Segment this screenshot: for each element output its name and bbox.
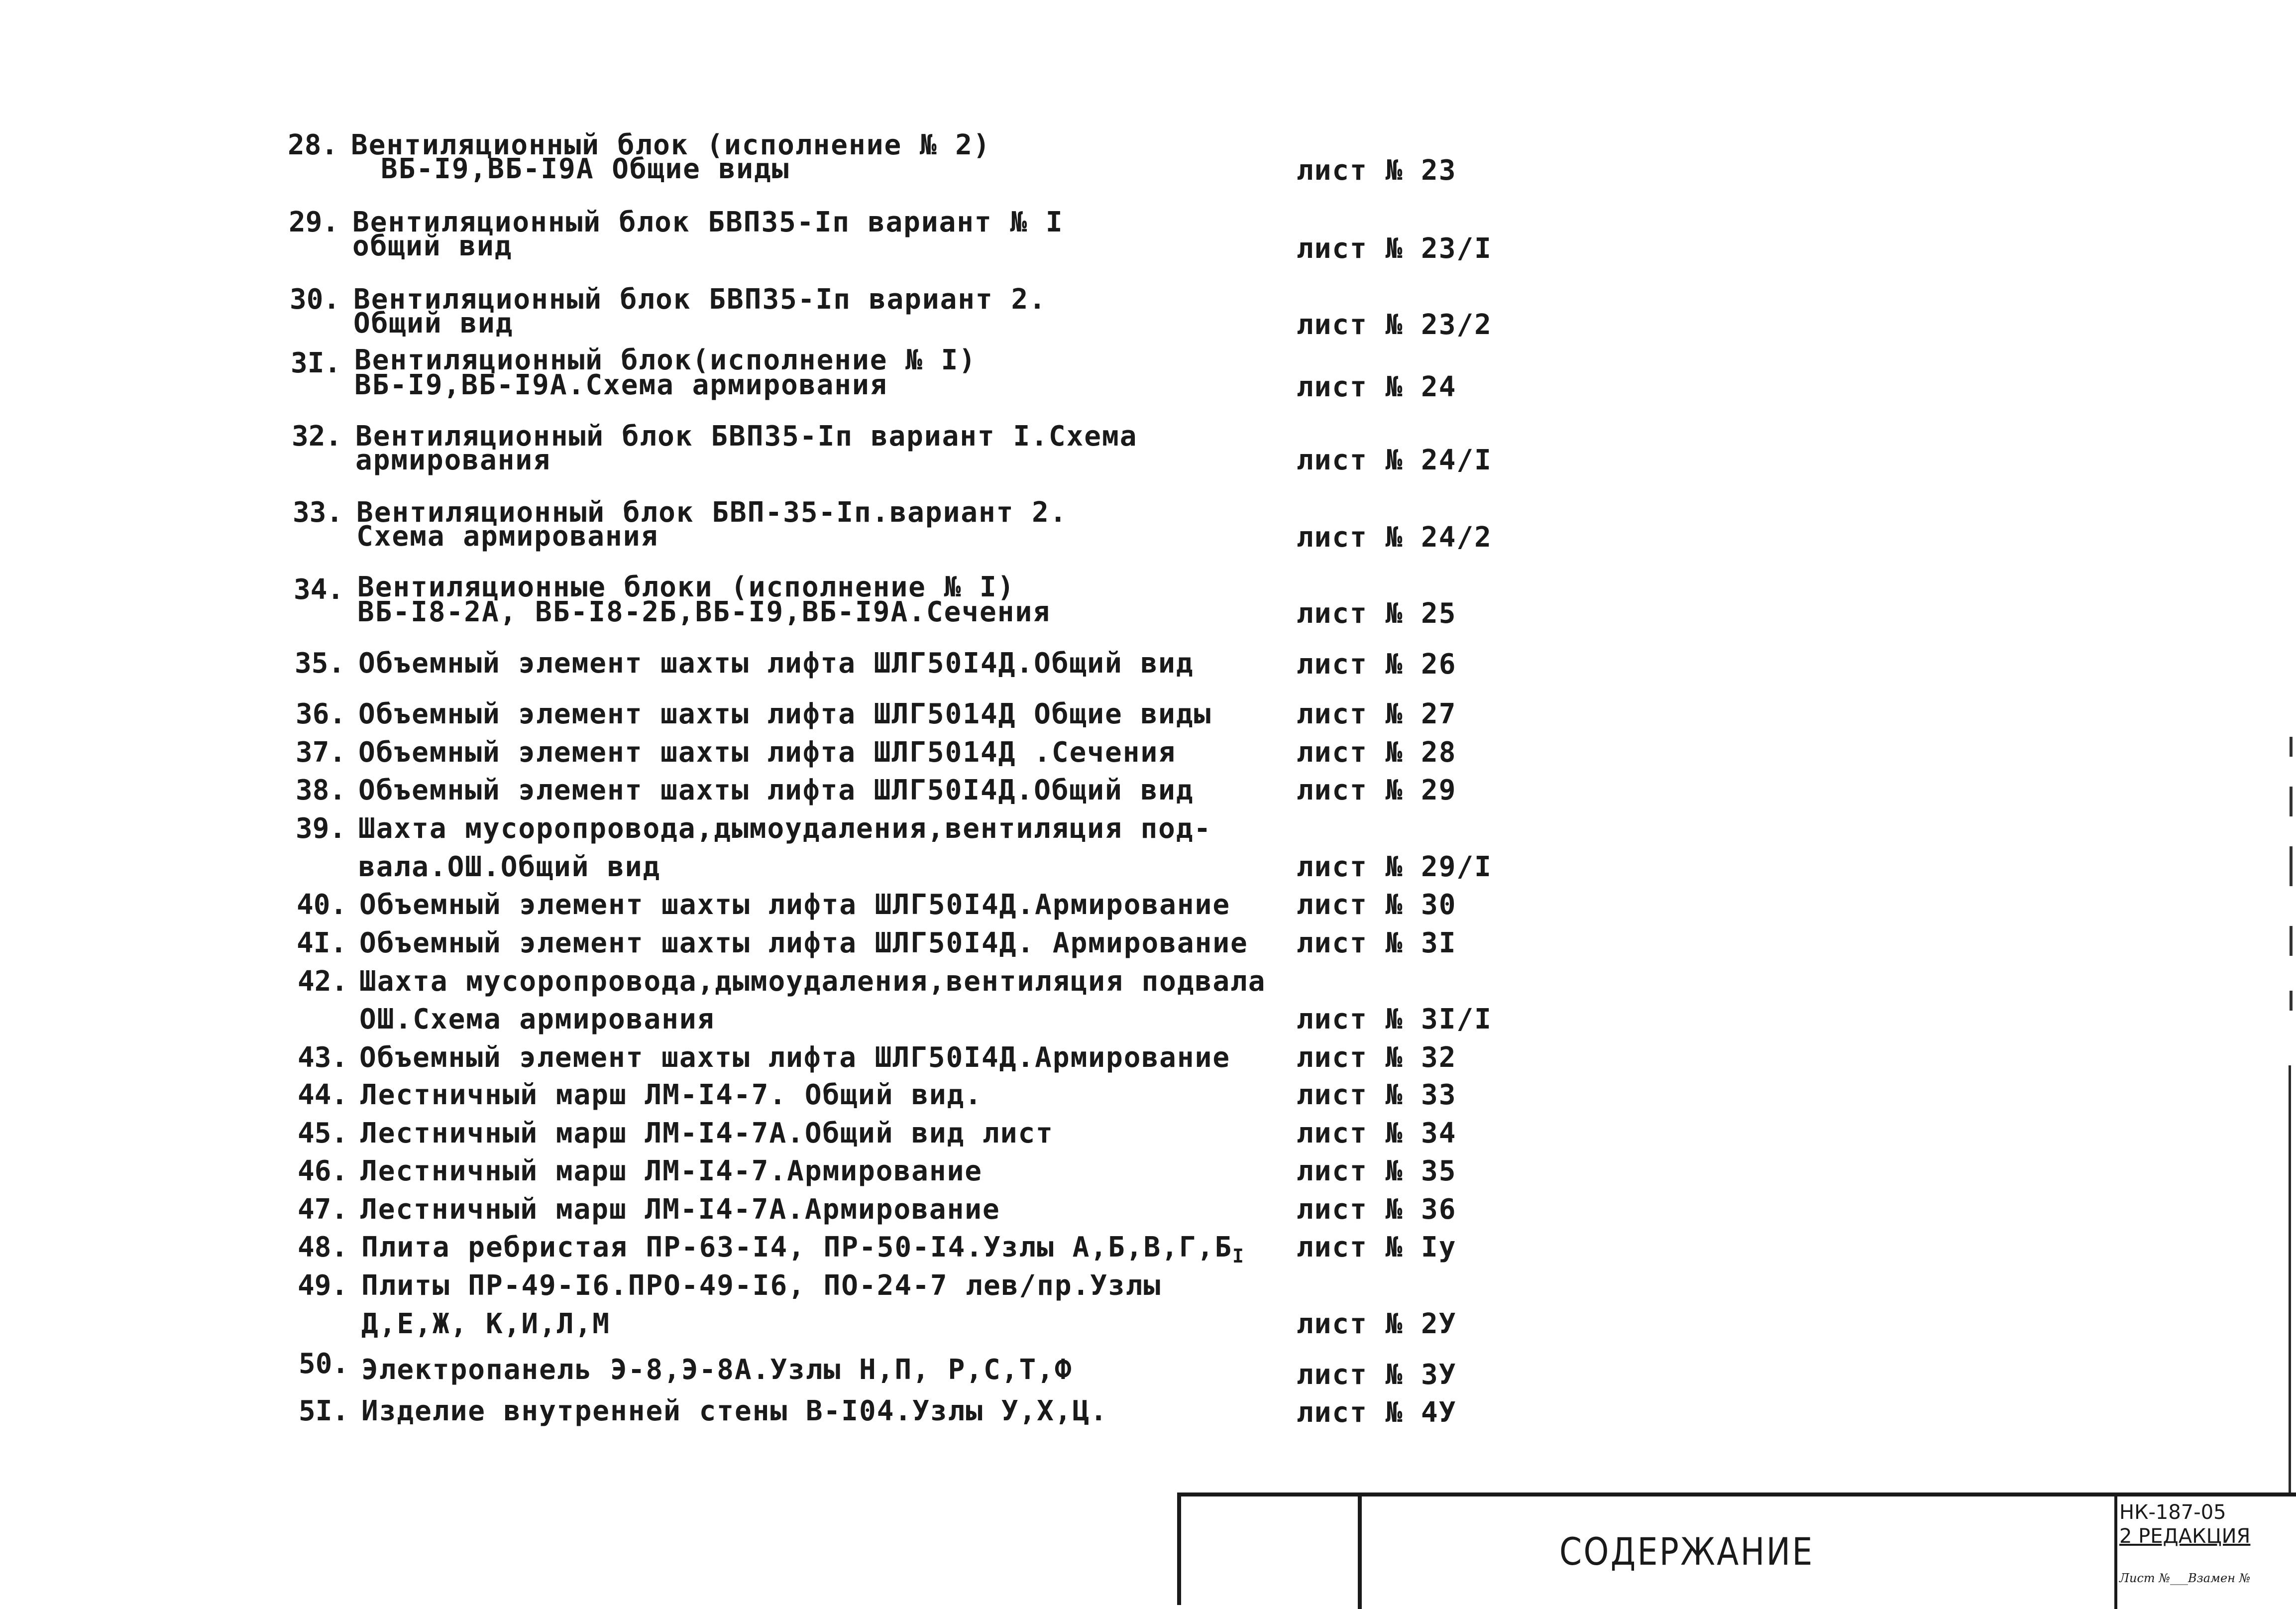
entry-title: Лестничный марш ЛМ-I4-7А.Армирование — [360, 1193, 1000, 1226]
binding-tick — [2290, 846, 2293, 886]
entry-number: 34. — [294, 574, 344, 606]
title-block — [1177, 1493, 2296, 1605]
entry-sheet: лист № 24/2 — [1297, 521, 1492, 554]
entry-number: 43. — [298, 1041, 348, 1074]
binding-tick — [2290, 991, 2293, 1011]
entry-number: 46. — [298, 1155, 348, 1187]
entry-sheet: лист № 29/I — [1297, 851, 1492, 883]
binding-tick — [2290, 787, 2293, 816]
document-code: НК-187-05 — [2119, 1501, 2226, 1524]
entry-title: Вентиляционный блок БВП35-Iп вариант I.Схема — [355, 420, 1138, 453]
entry-number: 39. — [296, 812, 346, 845]
entry-sheet: лист № 25 — [1297, 597, 1457, 630]
entry-sheet: лист № 23/I — [1297, 232, 1492, 265]
entry-title: Лестничный марш ЛМ-I4-7. Общий вид. — [360, 1079, 983, 1111]
entry-number: 35. — [295, 647, 345, 680]
entry-title: Плиты ПР-49-I6.ПРО-49-I6, ПО-24-7 лев/пр.Узлы — [361, 1269, 1162, 1302]
entry-sheet: лист № 23/2 — [1297, 309, 1492, 341]
entry-number: 36. — [296, 698, 346, 730]
entry-sheet: лист № 3I/I — [1297, 1003, 1492, 1035]
entry-title: Шахта мусоропровода,дымоудаления,вентиляция под- — [358, 812, 1212, 845]
entry-title: Объемный элемент шахты лифта ШЛГ50I4Д.Армирование — [359, 1041, 1231, 1074]
entry-number: 44. — [298, 1079, 348, 1111]
edition-label: 2 РЕДАКЦИЯ — [2119, 1525, 2251, 1548]
entry-sheet: лист № 32 — [1297, 1041, 1457, 1074]
entry-title — [361, 1233, 1245, 1271]
entry-title: ОШ.Схема армирования — [359, 1003, 715, 1035]
entry-sheet: лист № 36 — [1297, 1193, 1457, 1226]
entry-number: 37. — [296, 736, 346, 769]
entry-sheet: лист № 29 — [1297, 774, 1457, 806]
entry-title: Вентиляционный блок (исполнение № 2) — [351, 129, 991, 161]
entry-number: 40. — [297, 889, 347, 921]
entry-title: Вентиляционный блок БВП35-Iп вариант 2. — [353, 283, 1047, 316]
entry-number: 42. — [298, 965, 348, 998]
entry-number: 5I. — [299, 1395, 349, 1427]
entry-sheet: лист № 24 — [1297, 371, 1457, 403]
entry-number: 32. — [292, 420, 342, 453]
binding-tick — [2290, 926, 2293, 956]
entry-title: Вентиляционный блок БВП-35-Iп.вариант 2. — [356, 496, 1068, 529]
entry-title: Общий вид — [353, 307, 514, 340]
title-block-divider — [2114, 1496, 2117, 1609]
entry-sheet: лист № 35 — [1297, 1155, 1457, 1187]
entry-number: 4I. — [297, 927, 347, 959]
entry-number: 33. — [293, 496, 343, 529]
entry-title: Объемный элемент шахты лифта ШЛГ50I4Д.Армирование — [359, 889, 1231, 921]
title-block-divider — [1358, 1496, 1362, 1609]
entry-sheet: лист № 4У — [1297, 1396, 1457, 1429]
entry-title: Вентиляционные блоки (исполнение № I) — [357, 571, 1015, 603]
entry-title: Объемный элемент шахты лифта ШЛГ5014Д Общие виды — [358, 698, 1212, 730]
entry-sheet: лист № 33 — [1297, 1079, 1457, 1111]
entry-title: Лестничный марш ЛМ-I4-7А.Общий вид лист — [360, 1117, 1054, 1149]
entry-number: 45. — [298, 1117, 348, 1149]
entry-sheet: лист № 34 — [1297, 1117, 1457, 1149]
entry-number: 50. — [299, 1348, 349, 1380]
entry-title: Объемный элемент шахты лифта ШЛГ5014Д .Сечения — [358, 736, 1176, 769]
entry-sheet: лист № Iу — [1297, 1231, 1457, 1264]
entry-number: 49. — [298, 1269, 348, 1302]
entry-title: армирования — [355, 444, 551, 476]
entry-number: 28. — [288, 129, 338, 161]
entry-sheet: лист № 28 — [1297, 736, 1457, 769]
entry-title: Объемный элемент шахты лифта ШЛГ50I4Д. Армирование — [359, 927, 1248, 959]
entry-title: ВБ-I9,ВБ-I9А.Схема армирования — [354, 369, 888, 401]
entry-title: вала.ОШ.Общий вид — [358, 851, 661, 883]
entry-title-subscript: I — [1232, 1245, 1245, 1267]
entry-title: Лестничный марш ЛМ-I4-7.Армирование — [360, 1155, 983, 1187]
entry-sheet: лист № 30 — [1297, 889, 1457, 921]
entry-sheet: лист № 27 — [1297, 698, 1457, 730]
entry-title: Объемный элемент шахты лифта ШЛГ50I4Д.Общий вид — [358, 647, 1194, 680]
entry-number: 47. — [298, 1193, 348, 1226]
entry-sheet: лист № 3У — [1297, 1359, 1457, 1391]
document-title: СОДЕРЖАНИЕ — [1559, 1529, 1814, 1574]
entry-number: 48. — [298, 1231, 348, 1264]
entry-title: ВБ-I9,ВБ-I9А Общие виды — [381, 153, 790, 185]
binding-tick — [2290, 737, 2293, 757]
entry-title: Вентиляционный блок(исполнение № I) — [354, 344, 977, 376]
entry-title: Шахта мусоропровода,дымоудаления,вентиляция подвала — [359, 965, 1266, 998]
entry-title: ВБ-I8-2А, ВБ-I8-2Б,ВБ-I9,ВБ-I9А.Сечения — [357, 596, 1051, 628]
entry-title: Д,Е,Ж, К,И,Л,М — [361, 1308, 611, 1340]
entry-sheet: лист № 3I — [1297, 927, 1457, 959]
entry-title-text: Плита ребристая ПР-63-I4, ПР-50-I4.Узлы А,Б,В,Г,Б — [361, 1231, 1233, 1264]
entry-title: Вентиляционный блок БВП35-Iп вариант № I — [352, 206, 1064, 238]
entry-title: общий вид — [352, 230, 513, 262]
frame-right-rule — [2289, 1065, 2291, 1494]
entry-title: Схема армирования — [356, 520, 659, 553]
entry-number: 38. — [296, 774, 346, 806]
entry-title: Электропанель Э-8,Э-8А.Узлы Н,П, Р,С,Т,Ф — [361, 1354, 1073, 1386]
entry-title: Изделие внутренней стены В-I04.Узлы У,Х,Ц. — [361, 1395, 1108, 1427]
sheet-number-label: Лист №___Взамен № — [2119, 1571, 2251, 1585]
entry-sheet: лист № 2У — [1297, 1308, 1457, 1340]
entry-number: 30. — [290, 283, 340, 316]
entry-sheet: лист № 23 — [1297, 154, 1457, 187]
entry-sheet: лист № 24/I — [1297, 444, 1492, 476]
entry-sheet: лист № 26 — [1297, 648, 1457, 681]
entry-number: 3I. — [291, 347, 341, 379]
entry-number: 29. — [289, 206, 339, 238]
entry-title: Объемный элемент шахты лифта ШЛГ50I4Д.Общий вид — [358, 774, 1194, 806]
